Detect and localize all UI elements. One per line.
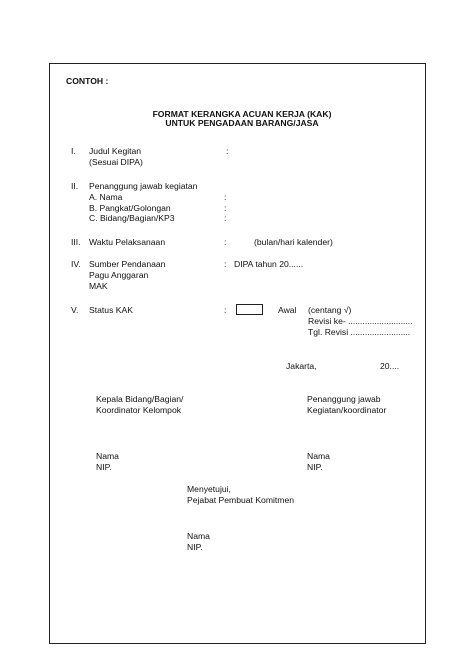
section-1-number: I. <box>71 146 76 156</box>
section-2-number: II. <box>71 181 79 191</box>
section-5-colon: : <box>224 305 227 315</box>
place-year: 20.... <box>380 361 400 371</box>
section-3-number: III. <box>71 237 81 247</box>
status-checkbox[interactable] <box>236 304 263 315</box>
approval-line2: Pejabat Pembuat Komitmen <box>187 495 295 505</box>
status-awal: Awal <box>278 305 297 315</box>
right-name: Nama <box>307 451 330 461</box>
status-centang: (centang √) <box>308 305 352 315</box>
section-2-colon-a: : <box>224 192 227 202</box>
document-subtitle: UNTUK PENGADAAN BARANG/JASA <box>165 118 319 128</box>
approval-nip: NIP. <box>187 542 203 552</box>
section-4-number: IV. <box>71 259 81 269</box>
section-5-label: Status KAK <box>89 305 133 315</box>
right-nip: NIP. <box>307 462 323 472</box>
left-signatory-line1: Kepala Bidang/Bagian/ <box>96 394 184 404</box>
section-3-colon: : <box>224 237 227 247</box>
section-3-label: Waktu Pelaksanaan <box>89 237 166 247</box>
section-2-item-b: B. Pangkat/Golongan <box>89 203 171 213</box>
status-revisi: Revisi ke- ........................... <box>308 316 413 326</box>
approval-name: Nama <box>187 531 210 541</box>
section-2-colon-c: : <box>224 213 227 223</box>
place-city: Jakarta, <box>286 361 317 371</box>
section-2-item-c: C. Bidang/Bagian/KP3 <box>89 213 175 223</box>
document-title: FORMAT KERANGKA ACUAN KERJA (KAK) <box>152 109 332 119</box>
left-nip: NIP. <box>96 462 112 472</box>
section-1-label: Judul Kegitan <box>89 146 142 156</box>
section-2-item-a: A. Nama <box>89 192 123 202</box>
section-1-sub: (Sesuai DIPA) <box>89 157 143 167</box>
section-3-value: (bulan/hari kalender) <box>254 237 333 247</box>
section-5-number: V. <box>71 305 79 315</box>
section-4-budget: Pagu Anggaran <box>89 270 149 280</box>
section-2-label: Penanggung jawab kegiatan <box>89 181 198 191</box>
section-4-mak: MAK <box>89 281 108 291</box>
section-4-value: DIPA tahun 20...... <box>234 259 304 269</box>
approval-line1: Menyetujui, <box>187 484 231 494</box>
right-signatory-line1: Penanggung jawab <box>307 394 381 404</box>
section-2-colon-b: : <box>224 203 227 213</box>
left-signatory-line2: Koordinator Kelompok <box>96 405 182 415</box>
right-signatory-line2: Kegiatan/koordinator <box>307 405 387 415</box>
section-4-label: Sumber Pendanaan <box>89 259 166 269</box>
example-label: CONTOH : <box>66 76 109 86</box>
section-4-colon: : <box>224 259 227 269</box>
section-1-colon: : <box>226 146 229 156</box>
status-tgl-revisi: Tgl. Revisi ......................... <box>308 327 411 337</box>
left-name: Nama <box>96 451 119 461</box>
